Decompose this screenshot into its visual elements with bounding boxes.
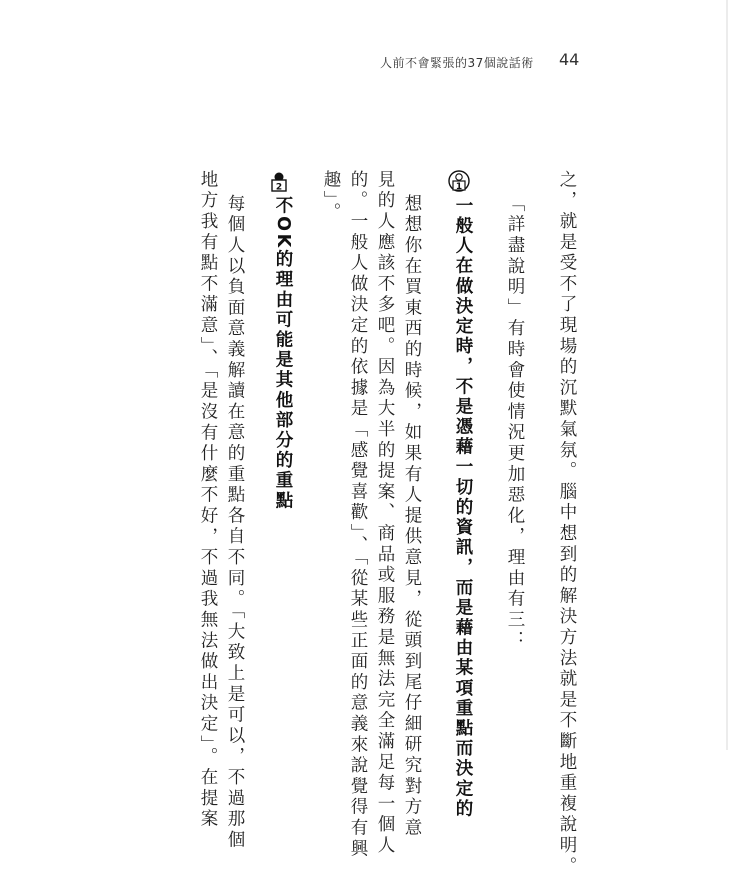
body-column-6: 的。一般人做決定的依據是「感覺喜歡」、「從某些正面的意義來說覺得有興: [348, 170, 368, 860]
body-column-4: 想想你在買東西的時候，如果有人提供意見，從頭到尾仔細研究對方意: [402, 194, 422, 839]
svg-text:2: 2: [275, 182, 283, 192]
section-2-heading: 不OK的理由可能是其他部分的重點: [273, 196, 293, 512]
body-column-2: 「詳盡說明」有時會使情況更加惡化，理由有三：: [505, 194, 525, 652]
numbered-person-icon: [268, 170, 290, 192]
body-column-1: 之，就是受不了現場的沉默氣氛。腦中想到的解決方法就是不斷地重複說明。: [557, 170, 577, 877]
running-header-title: 人前不會緊張的37個說話術: [380, 56, 534, 70]
section-1-badge: [448, 170, 470, 192]
page-number: 44: [559, 50, 580, 69]
body-column-9: 每個人以負面意義解讀在意的重點各自不同。「大致上是可以，不過那個: [225, 194, 245, 851]
svg-text:1: 1: [455, 182, 463, 192]
section-2-badge: [268, 170, 290, 192]
page-edge: [726, 0, 728, 750]
body-column-7: 趣」。: [321, 170, 341, 224]
body-column-5: 見的人應該不多吧。因為大半的提案、商品或服務是無法完全滿足每一個人: [375, 170, 395, 857]
section-1-heading: 一般人在做決定時，不是憑藉一切的資訊，而是藉由某項重點而決定的: [453, 196, 473, 820]
numbered-person-icon: [448, 170, 470, 192]
body-column-10: 地方我有點不滿意」、「是沒有什麼不好，不過我無法做出決定」。在提案: [198, 170, 218, 831]
